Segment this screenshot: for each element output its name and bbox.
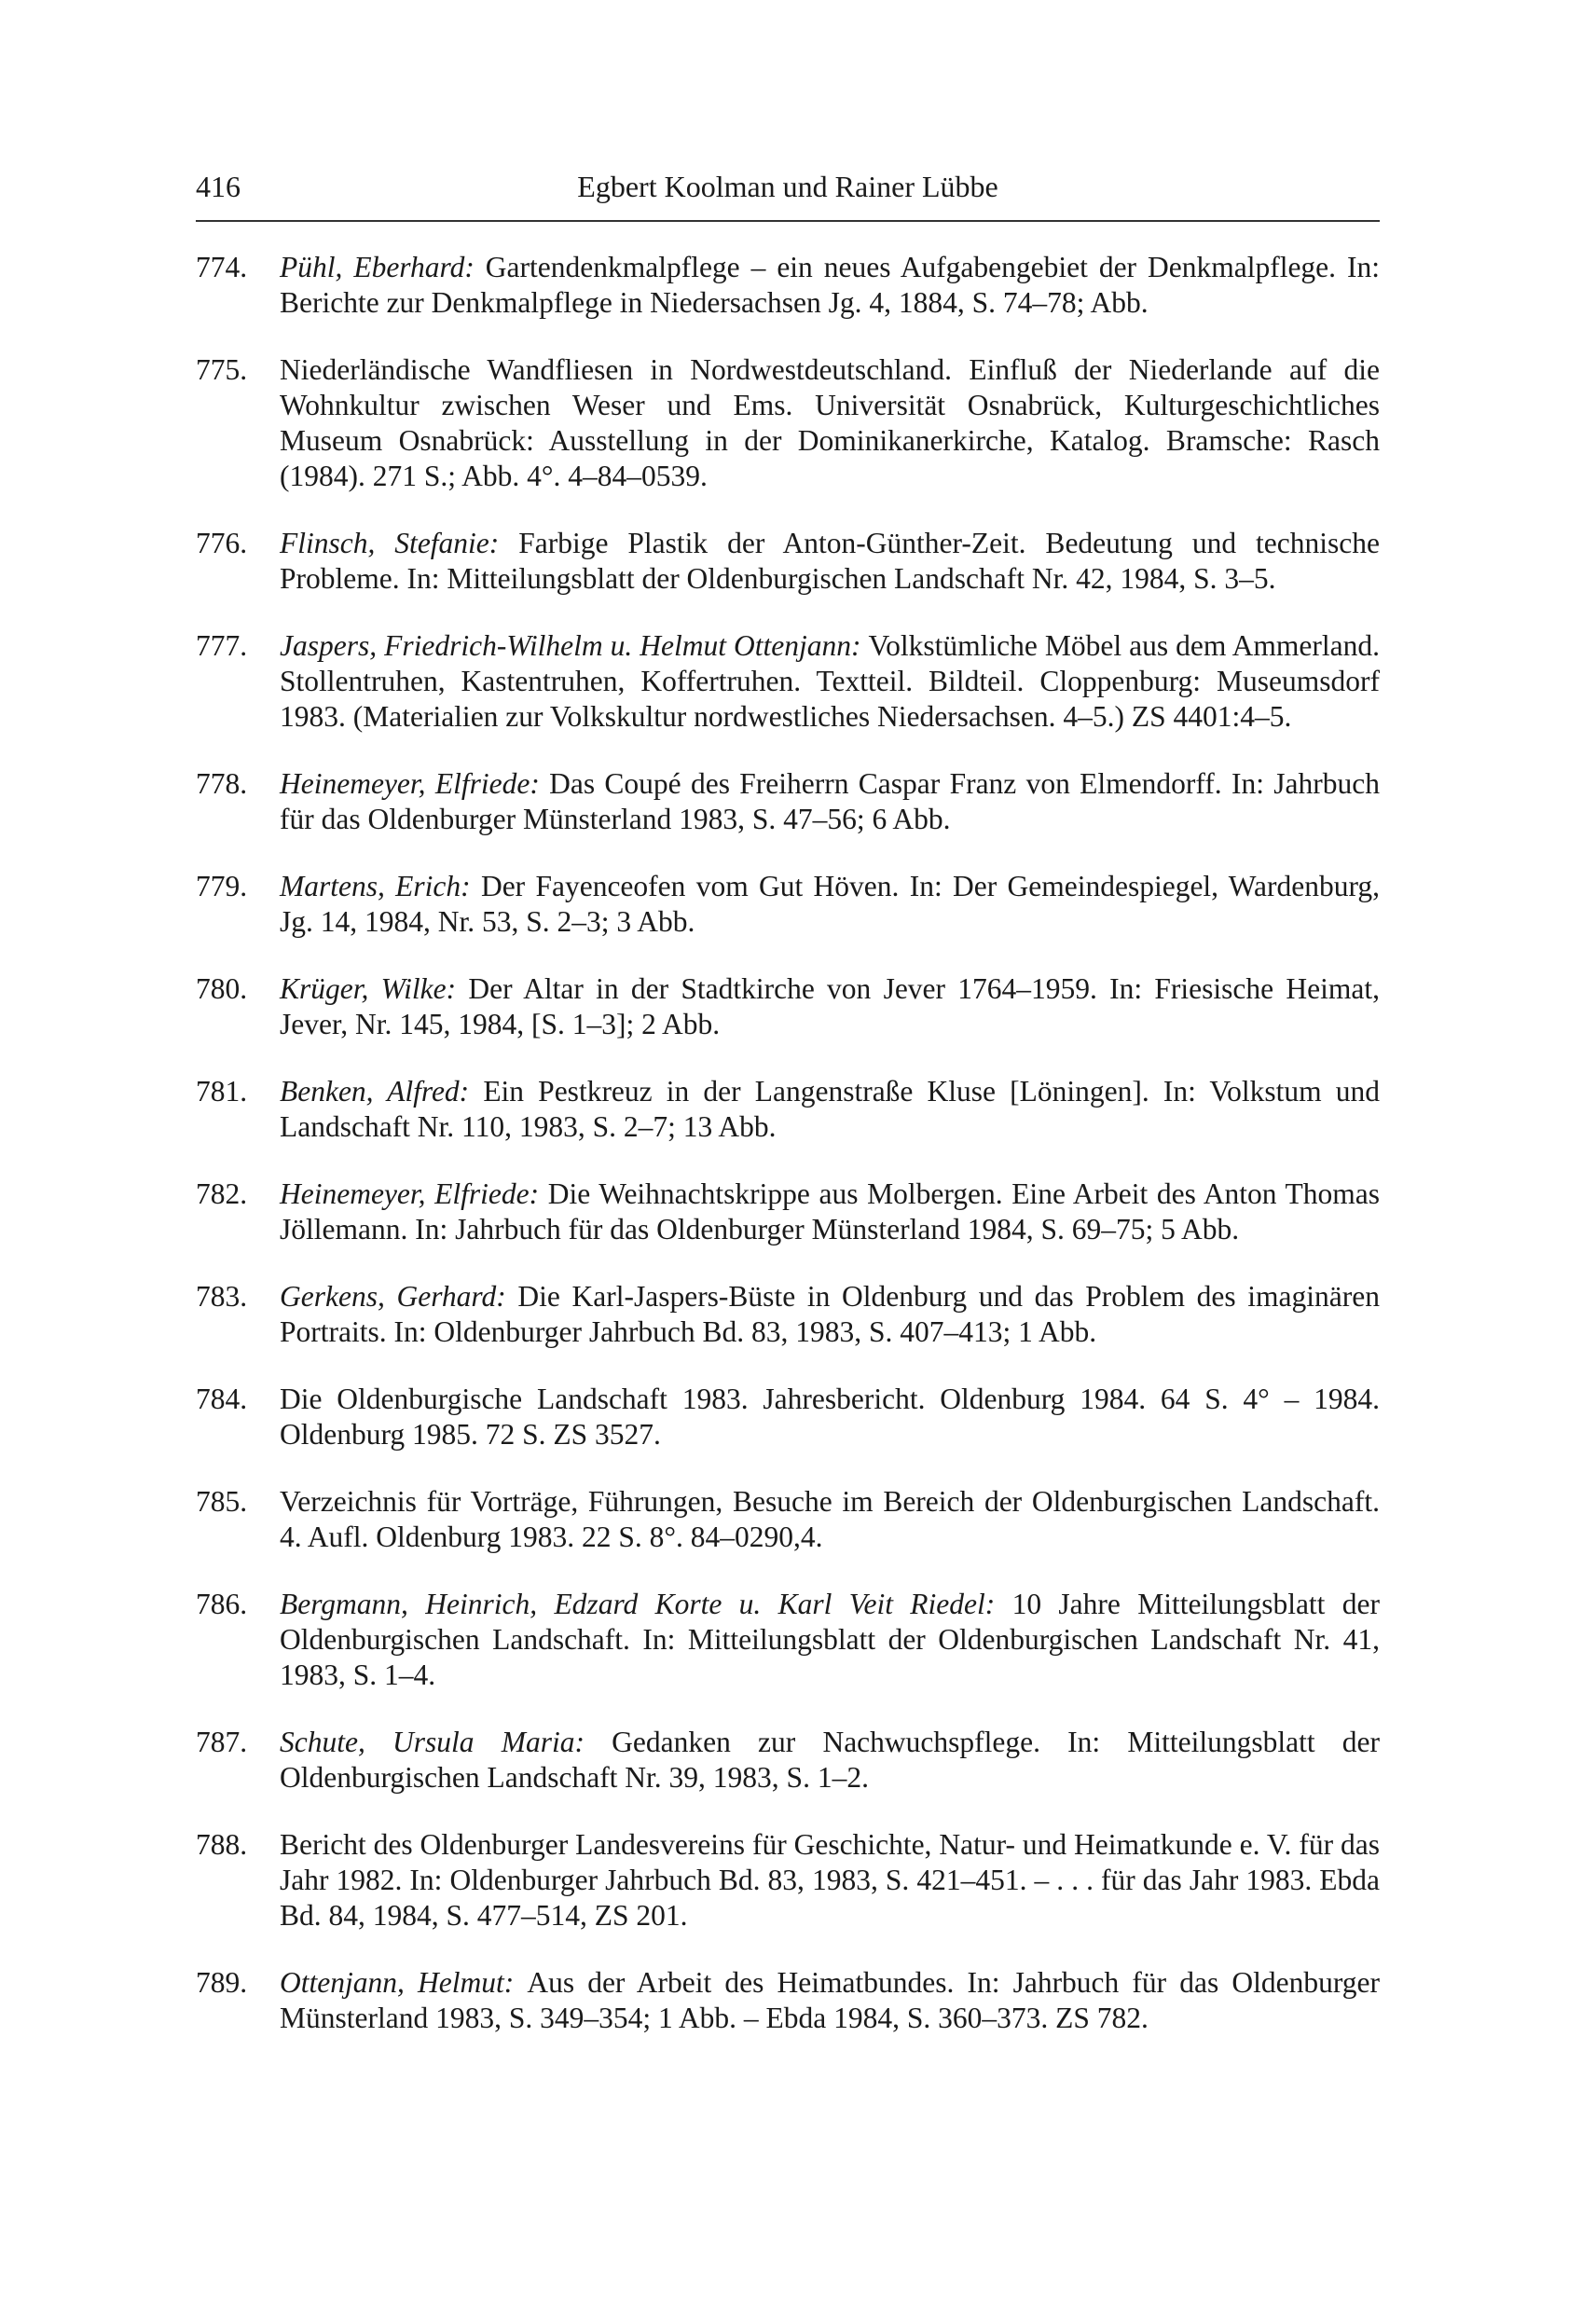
entry-number: 775. (196, 353, 248, 386)
bibliography-entry (196, 1382, 1380, 1452)
entry-number: 787. (196, 1726, 248, 1758)
header-divider (196, 220, 1380, 222)
entry-author: Krüger, Wilke: (280, 972, 469, 1005)
entry-number: 783. (196, 1280, 248, 1313)
entry-author: Heinemeyer, Elfriede: (280, 767, 550, 800)
bibliography-list (196, 250, 1380, 2068)
page-header (196, 166, 1380, 213)
entry-text: Das Coupé des Freiherrn Caspar Franz von Elmendorff. In: Jahrbuch für das Oldenburger Münsterland 1983, S. 47–56; 6 Abb. (280, 767, 1380, 835)
entry-author: Heinemeyer, Elfriede: (280, 1177, 548, 1210)
entry-author: Martens, Erich: (280, 870, 481, 902)
bibliography-entry (196, 1074, 1380, 1145)
bibliography-entry (196, 1827, 1380, 1934)
entry-text: Der Fayenceofen vom Gut Höven. In: Der Gemeindespiegel, Wardenburg, Jg. 14, 1984, Nr. 53, S. 2–3; 3 Abb. (280, 870, 1380, 938)
entry-number: 782. (196, 1177, 248, 1210)
bibliography-entry (196, 250, 1380, 321)
bibliography-entry (196, 766, 1380, 837)
entry-number: 776. (196, 527, 248, 559)
bibliography-entry (196, 1965, 1380, 2036)
bibliography-entry (196, 628, 1380, 735)
bibliography-entry (196, 1279, 1380, 1350)
entry-author: Benken, Alfred: (280, 1075, 484, 1108)
entry-number: 777. (196, 629, 248, 662)
entry-text: Der Altar in der Stadtkirche von Jever 1764–1959. In: Friesische Heimat, Jever, Nr. 145, 1984, [S. 1–3]; 2 Abb. (280, 972, 1380, 1040)
entry-number: 781. (196, 1075, 248, 1108)
bibliography-entry (196, 1484, 1380, 1555)
entry-number: 789. (196, 1966, 248, 1999)
entry-text: Ein Pestkreuz in der Langenstraße Kluse [Löningen]. In: Volkstum und Landschaft Nr. 110, 1983, S. 2–7; 13 Abb. (280, 1075, 1380, 1143)
entry-text: Volkstümliche Möbel aus dem Ammerland. Stollentruhen, Kastentruhen, Koffertruhen. Textteil. Bildteil. Cloppenburg: Museumsdorf 1983. (Materialien zur Volkskultur nordwestliches Niedersachsen. 4–5.) ZS 4401:4–5. (280, 629, 1380, 733)
entry-number: 774. (196, 251, 248, 283)
entry-text: Gedanken zur Nachwuchspflege. In: Mitteilungsblatt der Oldenburgischen Landschaft Nr. 39, 1983, S. 1–2. (280, 1726, 1380, 1794)
bibliography-entry (196, 352, 1380, 494)
entry-author: Ottenjann, Helmut: (280, 1966, 528, 1999)
entry-text: Gartendenkmalpflege – ein neues Aufgabengebiet der Denkmalpflege. In: Berichte zur Denkmalpflege in Niedersachsen Jg. 4, 1884, S. 74–78; Abb. (280, 251, 1380, 319)
entry-author: Pühl, Eberhard: (280, 251, 486, 283)
entry-author: Gerkens, Gerhard: (280, 1280, 518, 1313)
running-title: Egbert Koolman und Rainer Lübbe (577, 170, 998, 203)
bibliography-entry (196, 971, 1380, 1042)
page-number: 416 (196, 170, 241, 203)
entry-author: Bergmann, Heinrich, Edzard Korte u. Karl Veit Riedel: (280, 1588, 1012, 1620)
entry-text: Die Oldenburgische Landschaft 1983. Jahresbericht. Oldenburg 1984. 64 S. 4° – 1984. Oldenburg 1985. 72 S. ZS 3527. (280, 1383, 1380, 1451)
entry-text: Farbige Plastik der Anton-Günther-Zeit. Bedeutung und technische Probleme. In: Mitteilungsblatt der Oldenburgischen Landschaft Nr. 42, 1984, S. 3–5. (280, 527, 1380, 595)
entry-author: Jaspers, Friedrich-Wilhelm u. Helmut Ottenjann: (280, 629, 869, 662)
entry-number: 778. (196, 767, 248, 800)
bibliography-entry (196, 1725, 1380, 1796)
bibliography-entry (196, 1587, 1380, 1693)
entry-number: 784. (196, 1383, 248, 1415)
entry-text: 10 Jahre Mitteilungsblatt der Oldenburgischen Landschaft. In: Mitteilungsblatt der Oldenburgischen Landschaft Nr. 41, 1983, S. 1–4. (280, 1588, 1380, 1691)
bibliography-entry (196, 1177, 1380, 1247)
entry-number: 788. (196, 1828, 248, 1861)
entry-text: Aus der Arbeit des Heimatbundes. In: Jahrbuch für das Oldenburger Münsterland 1983, S. 349–354; 1 Abb. – Ebda 1984, S. 360–373. ZS 782. (280, 1966, 1380, 2034)
bibliography-entry (196, 869, 1380, 940)
entry-author: Flinsch, Stefanie: (280, 527, 519, 559)
entry-text: Verzeichnis für Vorträge, Führungen, Besuche im Bereich der Oldenburgischen Landschaft. 4. Aufl. Oldenburg 1983. 22 S. 8°. 84–0290,4. (280, 1485, 1380, 1553)
entry-text: Bericht des Oldenburger Landesvereins für Geschichte, Natur- und Heimatkunde e. V. für das Jahr 1982. In: Oldenburger Jahrbuch Bd. 83, 1983, S. 421–451. – . . . für das Jahr 1983. Ebda Bd. 84, 1984, S. 477–514, ZS 201. (280, 1828, 1380, 1932)
entry-number: 785. (196, 1485, 248, 1518)
entry-number: 779. (196, 870, 248, 902)
entry-text: Niederländische Wandfliesen in Nordwestdeutschland. Einfluß der Niederlande auf die Wohnkultur zwischen Weser und Ems. Universität Osnabrück, Kulturgeschichtliches Museum Osnabrück: Ausstellung in der Dominikanerkirche, Katalog. Bramsche: Rasch (1984). 271 S.; Abb. 4°. 4–84–0539. (280, 353, 1380, 492)
entry-text: Die Weihnachtskrippe aus Molbergen. Eine Arbeit des Anton Thomas Jöllemann. In: Jahrbuch für das Oldenburger Münsterland 1984, S. 69–75; 5 Abb. (280, 1177, 1380, 1245)
entry-author: Schute, Ursula Maria: (280, 1726, 612, 1758)
entry-number: 786. (196, 1588, 248, 1620)
bibliography-entry (196, 526, 1380, 597)
entry-text: Die Karl-Jaspers-Büste in Oldenburg und das Problem des imaginären Portraits. In: Oldenburger Jahrbuch Bd. 83, 1983, S. 407–413; 1 Abb. (280, 1280, 1380, 1348)
entry-number: 780. (196, 972, 248, 1005)
